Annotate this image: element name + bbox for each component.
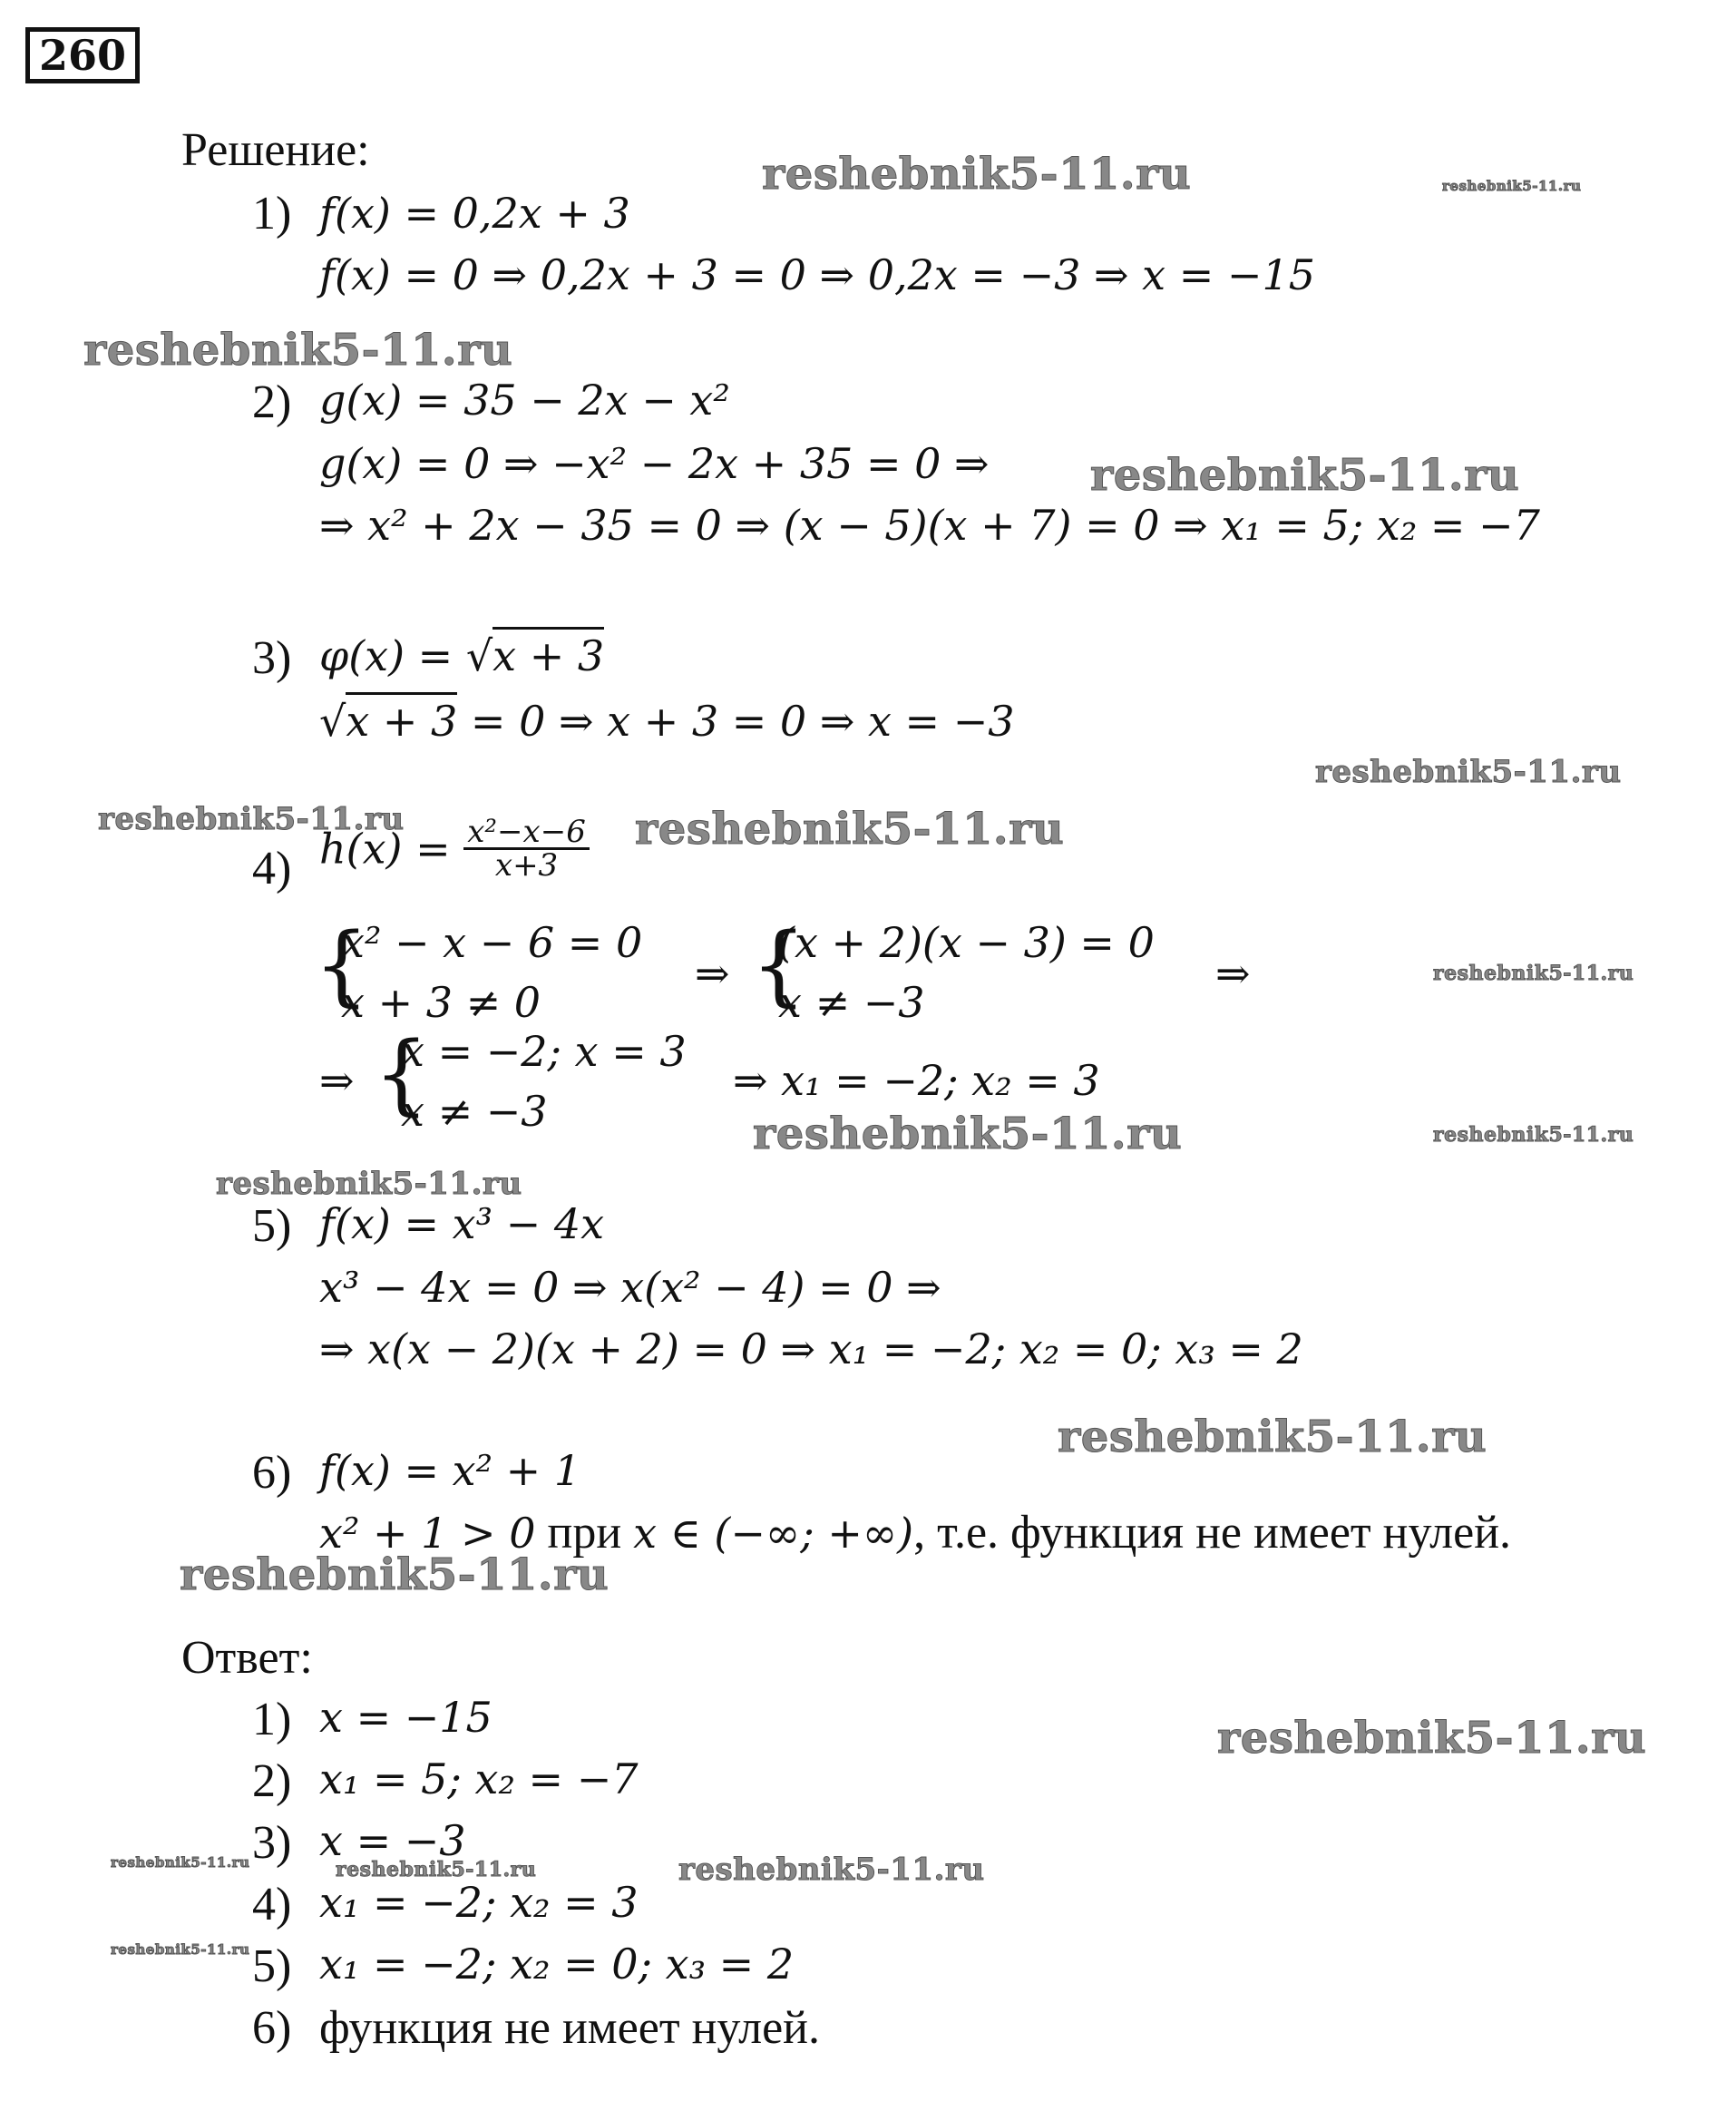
p3-line1	[319, 697, 1015, 746]
watermark: reshebnik5-11.ru	[635, 804, 1065, 855]
p4-numerator: x²−x−6	[463, 816, 590, 850]
watermark: reshebnik5-11.ru	[1433, 962, 1634, 985]
p4-arrow-3: ⇒	[319, 1056, 355, 1105]
watermark: reshebnik5-11.ru	[111, 1854, 250, 1871]
answer-5-value: x₁ = −2; x₂ = 0; x₃ = 2	[319, 1940, 795, 1989]
answer-2-label: 2)	[252, 1755, 292, 1807]
p5-line2: ⇒ x(x − 2)(x + 2) = 0 ⇒ x₁ = −2; x₂ = 0; x₃ = 2	[319, 1324, 1303, 1373]
answer-2-value: x₁ = 5; x₂ = −7	[319, 1754, 639, 1803]
answer-4-label: 4)	[252, 1879, 292, 1930]
p3-definition	[319, 631, 605, 680]
p6-inequality: x² + 1 > 0	[319, 1509, 536, 1558]
p4-fraction	[463, 814, 590, 884]
p4-sys1-a: x² − x − 6 = 0	[341, 918, 643, 967]
watermark: reshebnik5-11.ru	[98, 801, 405, 837]
watermark: reshebnik5-11.ru	[1315, 754, 1622, 790]
p3-label: 3)	[252, 632, 292, 684]
problem-number: 260	[25, 27, 140, 83]
p5-line1: x³ − 4x = 0 ⇒ x(x² − 4) = 0 ⇒	[319, 1263, 941, 1312]
watermark: reshebnik5-11.ru	[336, 1858, 537, 1881]
p5-label: 5)	[252, 1200, 292, 1252]
watermark: reshebnik5-11.ru	[753, 1109, 1183, 1159]
p1-label: 1)	[252, 188, 292, 239]
watermark: reshebnik5-11.ru	[1090, 450, 1520, 501]
answer-heading: Ответ:	[181, 1632, 313, 1684]
watermark: reshebnik5-11.ru	[216, 1166, 522, 1202]
p6-definition: f(x) = x² + 1	[319, 1446, 581, 1495]
p4-sys1-b: x + 3 ≠ 0	[341, 978, 541, 1027]
p6-label: 6)	[252, 1447, 292, 1499]
answer-3-label: 3)	[252, 1817, 292, 1869]
p4-arrow-1: ⇒	[695, 949, 730, 998]
watermark: reshebnik5-11.ru	[1217, 1713, 1647, 1764]
sqrt-sign: √	[465, 631, 493, 680]
watermark: reshebnik5-11.ru	[762, 149, 1192, 200]
p1-definition: f(x) = 0,2x + 3	[319, 189, 630, 238]
p4-label: 4)	[252, 843, 292, 894]
p3-line1-rest: = 0 ⇒ x + 3 = 0 ⇒ x = −3	[457, 697, 1015, 746]
watermark: reshebnik5-11.ru	[1442, 178, 1582, 194]
p4-arrow-2: ⇒	[1215, 949, 1251, 998]
p3-def-radicand: x + 3	[493, 627, 604, 680]
answer-5-label: 5)	[252, 1940, 292, 1992]
p3-def-prefix: φ(x) =	[319, 631, 466, 680]
answer-6-label: 6)	[252, 2002, 292, 2054]
p1-line1: f(x) = 0 ⇒ 0,2x + 3 = 0 ⇒ 0,2x = −3 ⇒ x = −15	[319, 250, 1315, 299]
p3-line1-radicand: x + 3	[346, 692, 457, 746]
p2-definition: g(x) = 35 − 2x − x²	[319, 376, 730, 425]
answer-1-label: 1)	[252, 1694, 292, 1745]
watermark: reshebnik5-11.ru	[1433, 1123, 1634, 1147]
p4-denominator: x+3	[494, 847, 559, 884]
watermark: reshebnik5-11.ru	[678, 1852, 985, 1888]
p4-result: ⇒ x₁ = −2; x₂ = 3	[733, 1056, 1100, 1105]
watermark: reshebnik5-11.ru	[1058, 1412, 1487, 1462]
system-brace: {	[374, 1023, 430, 1125]
system-brace: {	[314, 914, 370, 1016]
sqrt-sign: √	[319, 697, 346, 746]
system-brace: {	[751, 914, 807, 1016]
solution-heading: Решение:	[181, 124, 370, 176]
p4-sys2-b: x ≠ −3	[778, 978, 925, 1027]
p2-label: 2)	[252, 376, 292, 428]
p6-conclusion: , т.е. функция не имеет нулей.	[913, 1507, 1512, 1559]
p6-text-pri: при	[535, 1507, 634, 1559]
watermark: reshebnik5-11.ru	[111, 1941, 250, 1958]
p4-sys3-b: x ≠ −3	[401, 1087, 548, 1136]
p2-line1: g(x) = 0 ⇒ −x² − 2x + 35 = 0 ⇒	[319, 439, 990, 488]
p4-sys2-a: (x + 2)(x − 3) = 0	[778, 918, 1155, 967]
p6-interval: x ∈ (−∞; +∞)	[633, 1509, 914, 1558]
watermark: reshebnik5-11.ru	[180, 1549, 610, 1600]
answer-4-value: x₁ = −2; x₂ = 3	[319, 1878, 639, 1927]
p4-sys3-a: x = −2; x = 3	[401, 1027, 687, 1076]
p5-definition: f(x) = x³ − 4x	[319, 1199, 605, 1248]
p4-def-prefix: h(x) =	[319, 824, 464, 874]
answer-6-value: функция не имеет нулей.	[319, 2002, 820, 2054]
answer-3-value: x = −3	[319, 1816, 466, 1865]
p2-line2: ⇒ x² + 2x − 35 = 0 ⇒ (x − 5)(x + 7) = 0 ⇒ x₁ = 5; x₂ = −7	[319, 501, 1540, 550]
answer-1-value: x = −15	[319, 1693, 493, 1742]
watermark: reshebnik5-11.ru	[83, 325, 513, 376]
